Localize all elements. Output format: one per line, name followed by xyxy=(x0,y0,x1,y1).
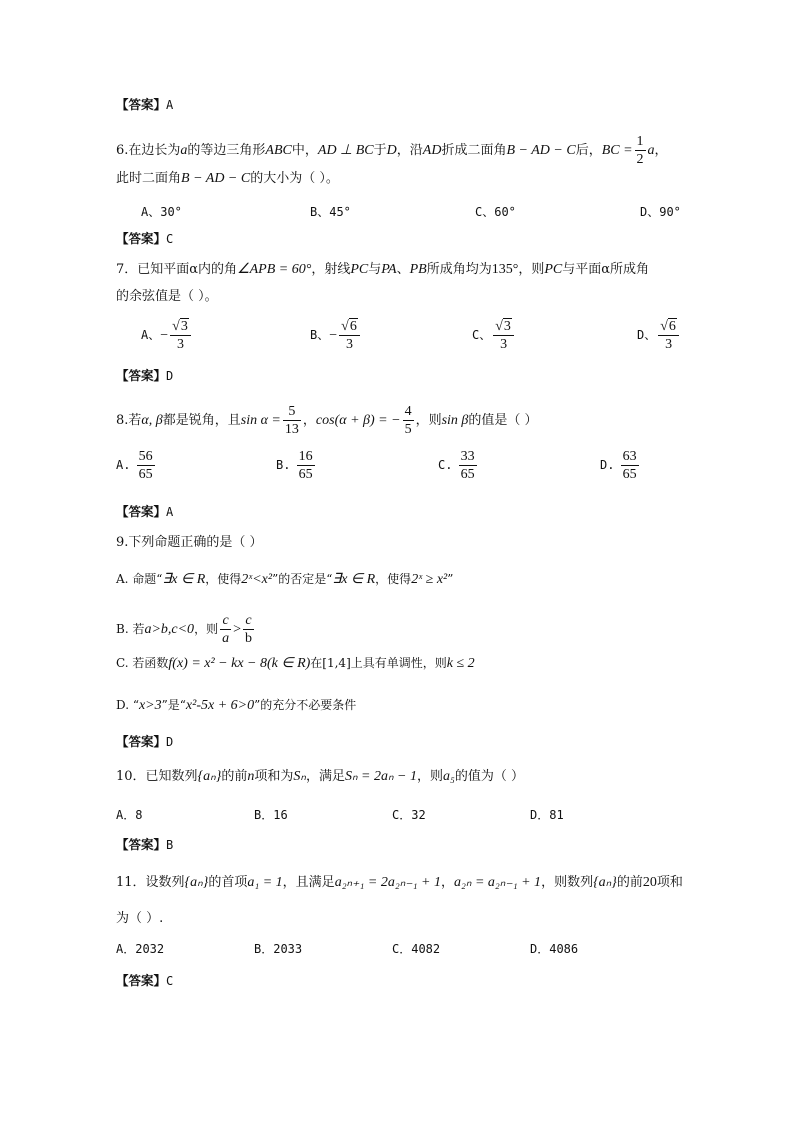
q8-option-d: D. $\frac{63}{65}$ xyxy=(600,449,637,482)
q10-option-b: B．16 xyxy=(254,808,288,822)
q9-option-c: C. 若函数f(x) = x² − kx − 8(k ∈ R)在[1,4]上具有单调性，则k ≤ 2 xyxy=(116,656,475,671)
answer-label: 【答案】C xyxy=(116,231,174,246)
q10-option-d: D．81 xyxy=(530,808,564,822)
q8-option-b: B. $\frac{16}{65}$ xyxy=(276,449,313,482)
q6-option-a: A、30° xyxy=(141,205,182,219)
q9-option-d: D. “x>3”是“x²-5x + 6>0”的充分不必要条件 xyxy=(116,698,357,713)
q7-option-c: C、 $\frac{√3}{3}$ xyxy=(472,318,516,353)
q7-option-a: A、− $\frac{√3}{3}$ xyxy=(141,318,193,353)
q6-option-d: D、90° xyxy=(640,205,681,219)
question-11-line-2: 为（ ）. xyxy=(116,911,164,926)
fraction-one-half: $\frac{1}{2}$ xyxy=(636,134,644,167)
answer-label: 【答案】B xyxy=(116,837,174,852)
q11-option-b: B．2033 xyxy=(254,942,303,956)
q11-option-c: C．4082 xyxy=(392,942,441,956)
question-8-line-1: 8.若α, β都是锐角，且sin α = $\frac{5}{13}$ ，cos(α + β) = − $\frac{4}{5}$ ，则sin β的值是（ ） xyxy=(116,404,538,437)
q9-option-a: A. 命题“∃x ∈ R，使得2ˣ<x²”的否定是“∃x ∈ R，使得2ˣ ≥ x²” xyxy=(116,572,454,587)
answer-label: 【答案】D xyxy=(116,734,174,749)
q7-option-b: B、− $\frac{√6}{3}$ xyxy=(310,318,362,353)
answer-label: 【答案】C xyxy=(116,973,174,988)
question-7-line-1: 7．已知平面α内的角∠APB = 60°，射线PC与PA、PB所成角均为135°，则PC与平面α所成角 xyxy=(116,262,649,277)
q11-option-d: D．4086 xyxy=(530,942,579,956)
q9-option-b: B. 若a>b,c<0，则 $\frac{c}{a}$ > $\frac{c}{b}$ xyxy=(116,613,252,646)
q8-option-a: A. $\frac{56}{65}$ xyxy=(116,449,153,482)
question-7-line-2: 的余弦值是（ ）。 xyxy=(116,289,218,304)
q10-option-a: A．8 xyxy=(116,808,143,822)
q11-option-a: A．2032 xyxy=(116,942,165,956)
q10-option-c: C．32 xyxy=(392,808,426,822)
question-10: 10．已知数列{aₙ}的前n项和为Sₙ，满足Sₙ = 2aₙ − 1，则a₅的值为（ ） xyxy=(116,769,525,784)
q6-option-c: C、60° xyxy=(475,205,516,219)
answer-label: 【答案】A xyxy=(116,504,174,519)
question-6-line-1: 6.在边长为a的等边三角形ABC中，AD ⊥ BC于D，沿AD折成二面角B − AD − C后，BC = $\frac{1}{2}$ a， xyxy=(116,134,668,167)
q7-option-d: D、 $\frac{√6}{3}$ xyxy=(637,318,681,353)
q6-option-b: B、45° xyxy=(310,205,351,219)
question-9-title: 9.下列命题正确的是（ ） xyxy=(116,535,263,550)
answer-label: 【答案】D xyxy=(116,368,174,383)
question-11-line-1: 11．设数列{aₙ}的首项a₁ = 1，且满足a₂ₙ₊₁ = 2a₂ₙ₋₁ + 1，a₂ₙ = a₂ₙ₋₁ + 1，则数列{aₙ}的前20项和 xyxy=(116,875,683,890)
question-6-line-2: 此时二面角B − AD − C的大小为（ ）。 xyxy=(116,171,339,186)
q8-option-c: C. $\frac{33}{65}$ xyxy=(438,449,475,482)
answer-label: 【答案】A xyxy=(116,97,174,112)
